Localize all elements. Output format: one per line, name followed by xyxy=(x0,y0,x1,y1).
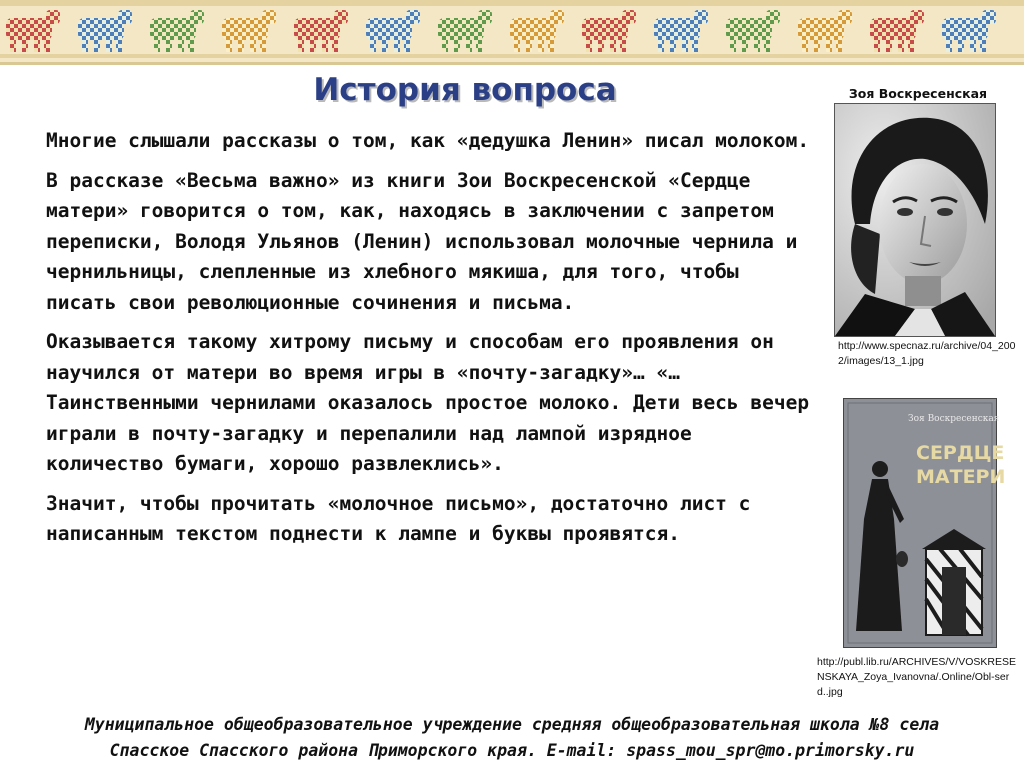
paragraph: В рассказе «Весьма важно» из книги Зои Воскресенской «Сердце матери» говорится о том, как, находясь в заключении с запретом переписки, Володя Ульянов (Ленин) использовал молочные чернила и чернильницы, слепленные из хлебного мякиша, для того, чтобы писать свои революционные сочинения и письма. xyxy=(46,168,798,314)
paragraph: Оказывается такому хитрому письму и способам его проявления он научился от матери во время игры в «почту-загадку»… «…Таинственными чернилами оказалось простое молоко. Дети весь вечер играли в почту-загадку и перепалили над лампой изрядное количество бумаги, хорошо развлеклись». xyxy=(46,330,810,475)
paragraph: Многие слышали рассказы о том, как «дедушка Ленин» писал молоком. xyxy=(46,129,810,152)
portrait-caption: Зоя Воскресенская xyxy=(848,86,988,101)
paragraph: Значит, чтобы прочитать «молочное письмо», достаточно лист с написанным текстом поднести к лампе и буквы проявятся. xyxy=(46,491,751,545)
book-cover-image xyxy=(843,398,1006,648)
book-source-link[interactable]: http://publ.lib.ru/ARCHIVES/V/VOSKRESENSKAYA_Zoya_Ivanovna/.Online/Obl-serd..jpg xyxy=(817,656,1016,698)
book-author: Зоя Воскресенская xyxy=(908,414,1000,424)
book-title-line1: СЕРДЦЕ xyxy=(916,442,1005,464)
book-title-line2: МАТЕРИ xyxy=(916,466,1006,488)
portrait-photo xyxy=(834,103,996,337)
body-text xyxy=(46,126,816,559)
footer xyxy=(0,712,1024,764)
portrait-source-link[interactable]: http://www.specnaz.ru/archive/04_2002/images/13_1.jpg xyxy=(838,340,1016,367)
footer-line2: Спасское Спасского района Приморского края. E-mail: spass_mou_spr@mo.primorsky.ru xyxy=(109,741,915,760)
quilt-border-decoration xyxy=(0,0,1024,65)
slide-title: История вопроса xyxy=(313,72,617,108)
footer-line1: Муниципальное общеобразовательное учреждение средняя общеобразовательная школа №8 села xyxy=(84,715,940,734)
